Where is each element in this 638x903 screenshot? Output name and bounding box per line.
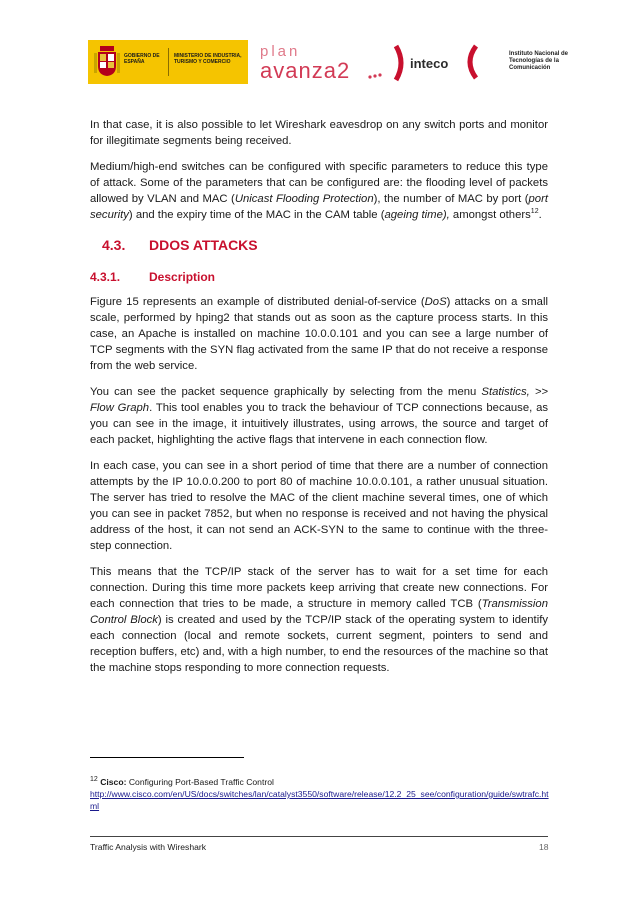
p3-italic: DoS bbox=[424, 296, 447, 308]
gobierno-text: GOBIERNO DE ESPAÑA bbox=[124, 53, 160, 65]
bracket-red-icon bbox=[396, 46, 401, 80]
paragraph-flow-graph bbox=[90, 384, 548, 448]
p2-italic-1: Unicast Flooding Protection bbox=[234, 193, 374, 205]
document-body bbox=[90, 117, 548, 686]
gobierno-logo bbox=[88, 40, 248, 84]
footer-title: Traffic Analysis with Wireshark bbox=[90, 842, 207, 852]
subsection-title: Description bbox=[149, 270, 216, 284]
p2-text-d: amongst others bbox=[449, 209, 531, 221]
footnote bbox=[90, 776, 550, 812]
inteco-logo bbox=[408, 42, 478, 82]
p2-text-a: Medium/high-end switches can be configured with specific parameters to reduce this type of attack. Some of the parameters that can be configured are: the flooding level of packets allowed by VLAN and MAC ( bbox=[90, 161, 548, 205]
p2-italic-3: ageing time), bbox=[384, 209, 450, 221]
footnote-number: 12 bbox=[90, 776, 98, 784]
signal-dots-icon bbox=[368, 73, 381, 78]
paragraph-tcb bbox=[90, 564, 548, 676]
instituto-text: Instituto Nacional de Tecnologías de la Comunicación bbox=[509, 51, 569, 71]
bracket-open-icon bbox=[470, 46, 476, 78]
p5-text: In each case, you can see in a short period of time that there are a number of connection attempts by the IP 10.0.0.200 to port 80 of machine 10.0.0.101, a rather unusual situation. The server has tried to resolve the MAC of the client machine several times, one of which you can see in packet 7852, but when no response is received and not having the physical address of the host, it can not send an ACK-SYN to the same to continue with the three-step connection. bbox=[90, 460, 548, 552]
paragraph-connection-attempts bbox=[90, 458, 548, 554]
paragraph-switch-config bbox=[90, 159, 548, 223]
logo-divider bbox=[168, 48, 169, 76]
paragraph-figure-15 bbox=[90, 294, 548, 374]
plan-text: plan bbox=[260, 43, 301, 60]
footer-divider bbox=[90, 836, 548, 837]
subsection-heading bbox=[90, 269, 548, 285]
p6-italic: Transmission Control Block bbox=[90, 598, 548, 626]
instituto-logo bbox=[483, 42, 573, 86]
avanza-text: avanza2 bbox=[260, 58, 351, 83]
footnote-label: Cisco: bbox=[100, 777, 127, 787]
inteco-text: inteco bbox=[410, 56, 449, 71]
coat-of-arms-icon bbox=[94, 44, 120, 78]
plan-avanza-logo bbox=[258, 40, 408, 86]
footnote-text: Configuring Port-Based Traffic Control bbox=[128, 777, 274, 787]
footnote-link[interactable]: http://www.cisco.com/en/US/docs/switches/lan/catalyst3550/software/release/12.2_25_see/configuration/guide/swtrafc.html bbox=[90, 789, 549, 811]
page-number: 18 bbox=[539, 842, 549, 852]
section-number: 4.3. bbox=[102, 237, 126, 253]
p2-text-c: ) and the expiry time of the MAC in the CAM table ( bbox=[128, 209, 385, 221]
subsection-number: 4.3.1. bbox=[90, 270, 121, 284]
p1-text: In that case, it is also possible to let Wireshark eavesdrop on any switch ports and monitor for illegitimate segments being received. bbox=[90, 119, 548, 147]
section-title: DDOS ATTACKS bbox=[149, 237, 258, 253]
section-heading bbox=[102, 237, 548, 253]
paragraph-wireshark-switch bbox=[90, 117, 548, 149]
p3-text-a: Figure 15 represents an example of distributed denial-of-service ( bbox=[90, 296, 425, 308]
p2-text-e: . bbox=[538, 209, 542, 221]
p2-italic-2: port security bbox=[90, 193, 548, 221]
p6-text-b: ) is created and used by the TCP/IP stack of the operating system to identify each connection (local and remote sockets, current segment, pointers to send and reception buffers, etc) and, with a high number, to end the resources of the machine so that the machine stops responding to more connection requests. bbox=[90, 614, 548, 674]
ministerio-text: MINISTERIO DE INDUSTRIA, TURISMO Y COMERCIO bbox=[174, 53, 242, 65]
p4-italic: Statistics, >> Flow Graph bbox=[90, 386, 549, 414]
footnote-divider bbox=[90, 757, 244, 758]
footnote-ref[interactable]: 12 bbox=[530, 208, 539, 216]
page-header bbox=[88, 38, 568, 90]
p2-text-b: ), the number of MAC by port ( bbox=[373, 193, 529, 205]
p6-text-a: This means that the TCP/IP stack of the server has to wait for a set time for each connection. During this time more packets keep arriving that create new connections. For each connection that tries to be made, a structure in memory called TCB ( bbox=[90, 566, 548, 610]
p4-text-b: . This tool enables you to track the behaviour of TCP connections because, as you can see in the image, it intuitively illustrates, using arrows, the source and target of each packet, highlighting the active flags that intervene in each connection flow. bbox=[90, 402, 548, 446]
p3-text-b: ) attacks on a small scale, performed by hping2 that stands out as soon as the capture process starts. In this case, an Apache is installed on machine 10.0.0.101 and you can see a large number of TCP segments with the SYN flag activated from the same IP that do not receive a response from the web service. bbox=[90, 296, 548, 372]
p4-text-a: You can see the packet sequence graphically by selecting from the menu bbox=[90, 386, 482, 398]
